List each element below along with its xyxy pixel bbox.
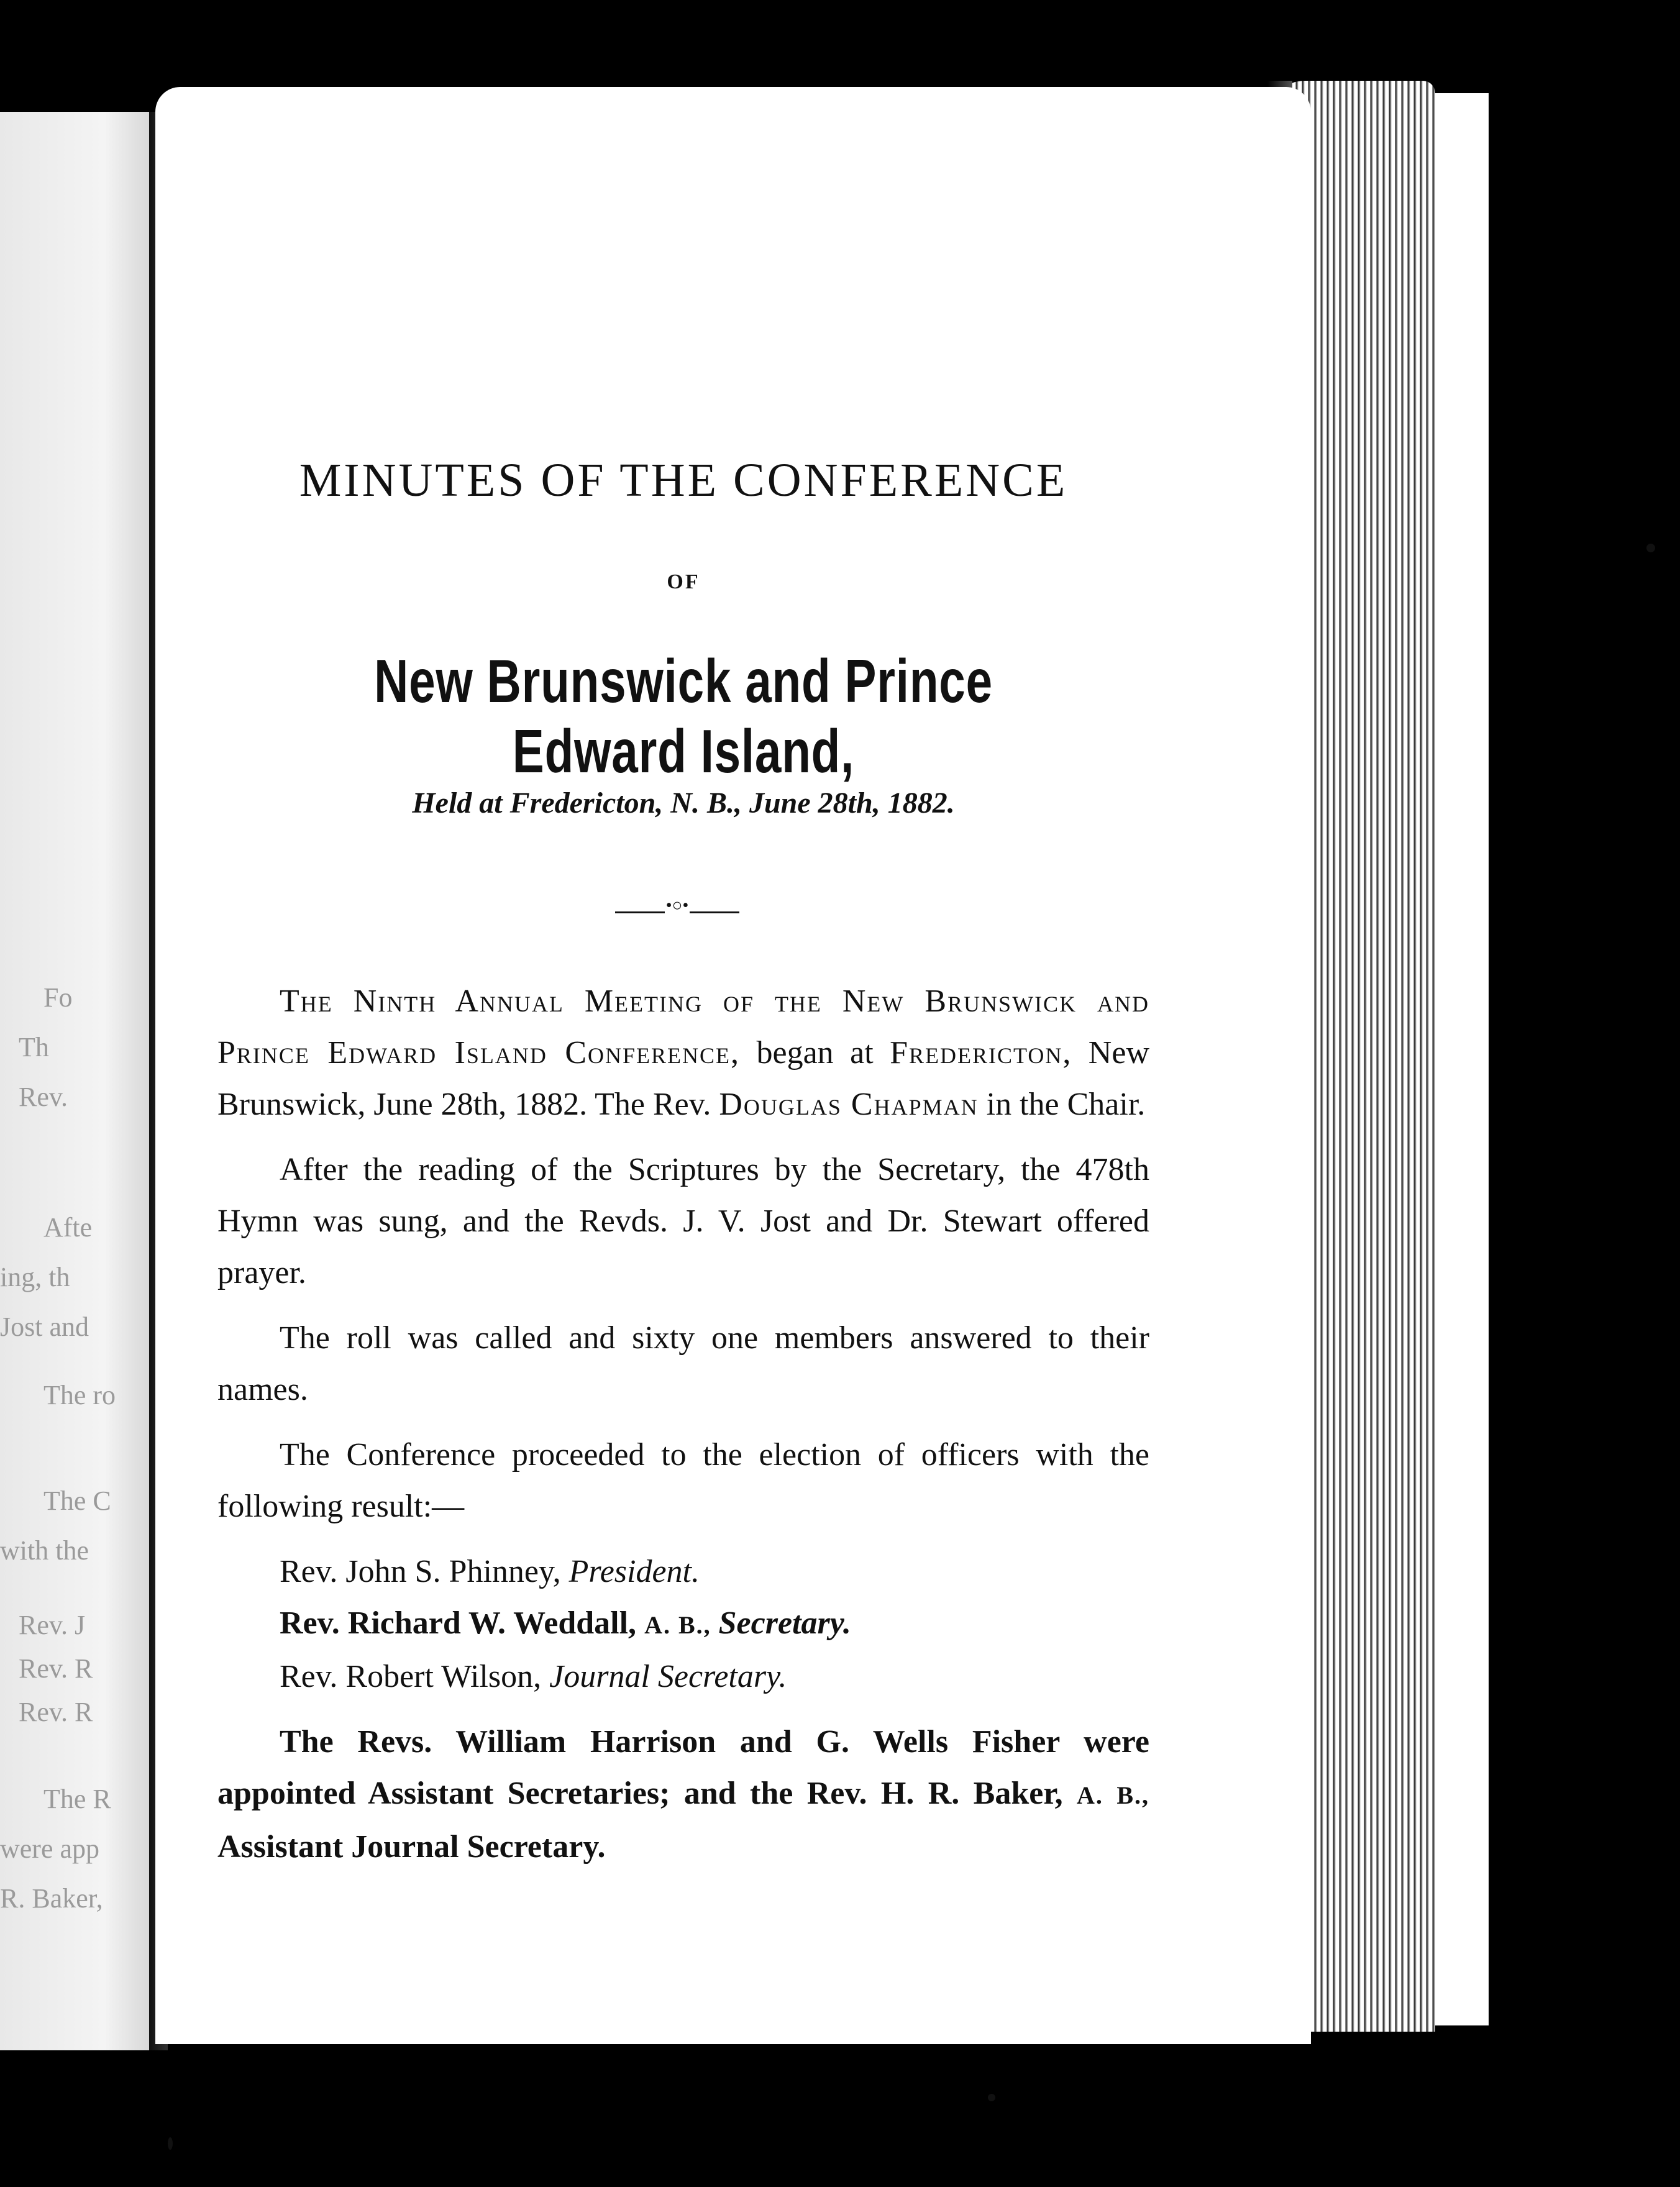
left-facing-page (0, 112, 149, 2050)
election-paragraph: The Conference proceeded to the election of officers with the following result:— (217, 1437, 1149, 1524)
officer-entry: Rev. Richard W. Weddall, A. B., Secretary. (280, 1605, 851, 1641)
scan-speck (988, 2094, 995, 2101)
left-page-fragment: were app (0, 1833, 100, 1864)
scripture-paragraph: After the reading of the Scriptures by the Secretary, the 478th Hymn was sung, and the Revds. J. V. Jost and Dr. Stewart offered prayer. (217, 1152, 1149, 1290)
minutes-body (217, 975, 1149, 1886)
left-page-fragment: Th (19, 1032, 49, 1062)
ornament-divider: •○• (615, 906, 739, 918)
left-page-fragment: with the (0, 1535, 89, 1566)
officer-entry: Rev. John S. Phinney, President. (280, 1554, 700, 1589)
opening-paragraph: The Ninth Annual Meeting of the New Brunswick and Prince Edward Island Conference, began at Fredericton, New Brunswick, June 28th, 1882. The Rev. Douglas Chapman in the Chair. (217, 984, 1149, 1122)
left-page-fragment: Rev. R (19, 1697, 93, 1727)
officer-entry: Rev. Robert Wilson, Journal Secretary. (280, 1659, 787, 1694)
left-page-fragment: The C (43, 1486, 111, 1516)
left-page-fragment: Rev. (19, 1082, 68, 1112)
left-page-fragment: Jost and (0, 1312, 89, 1342)
scan-speck (168, 2137, 173, 2150)
title-connector: OF (667, 570, 700, 593)
left-page-fragment: Fo (43, 982, 73, 1013)
left-page-fragment: The R (43, 1784, 111, 1814)
left-page-fragment: Rev. R (19, 1653, 93, 1684)
roll-call-paragraph: The roll was called and sixty one members answered to their names. (217, 1320, 1149, 1407)
page-title: MINUTES OF THE CONFERENCE (299, 454, 1068, 506)
meeting-dateline: Held at Fredericton, N. B., June 28th, 1882. (412, 787, 955, 820)
left-page-fragment: The ro (43, 1380, 116, 1410)
officers-list (217, 1546, 1149, 1702)
left-page-fragment: ing, th (0, 1262, 70, 1292)
scan-speck (1646, 544, 1655, 552)
left-page-fragment: Afte (43, 1212, 93, 1243)
conference-heading: New Brunswick and Prince Edward Island, (374, 647, 993, 785)
left-page-fragment: R. Baker, (0, 1883, 103, 1914)
left-page-fragment: Rev. J (19, 1610, 86, 1640)
assistants-paragraph: The Revs. William Harrison and G. Wells Fisher were appointed Assistant Secretaries; and the Rev. H. R. Baker, A. B., Assistant Journal Secretary. (217, 1724, 1149, 1865)
